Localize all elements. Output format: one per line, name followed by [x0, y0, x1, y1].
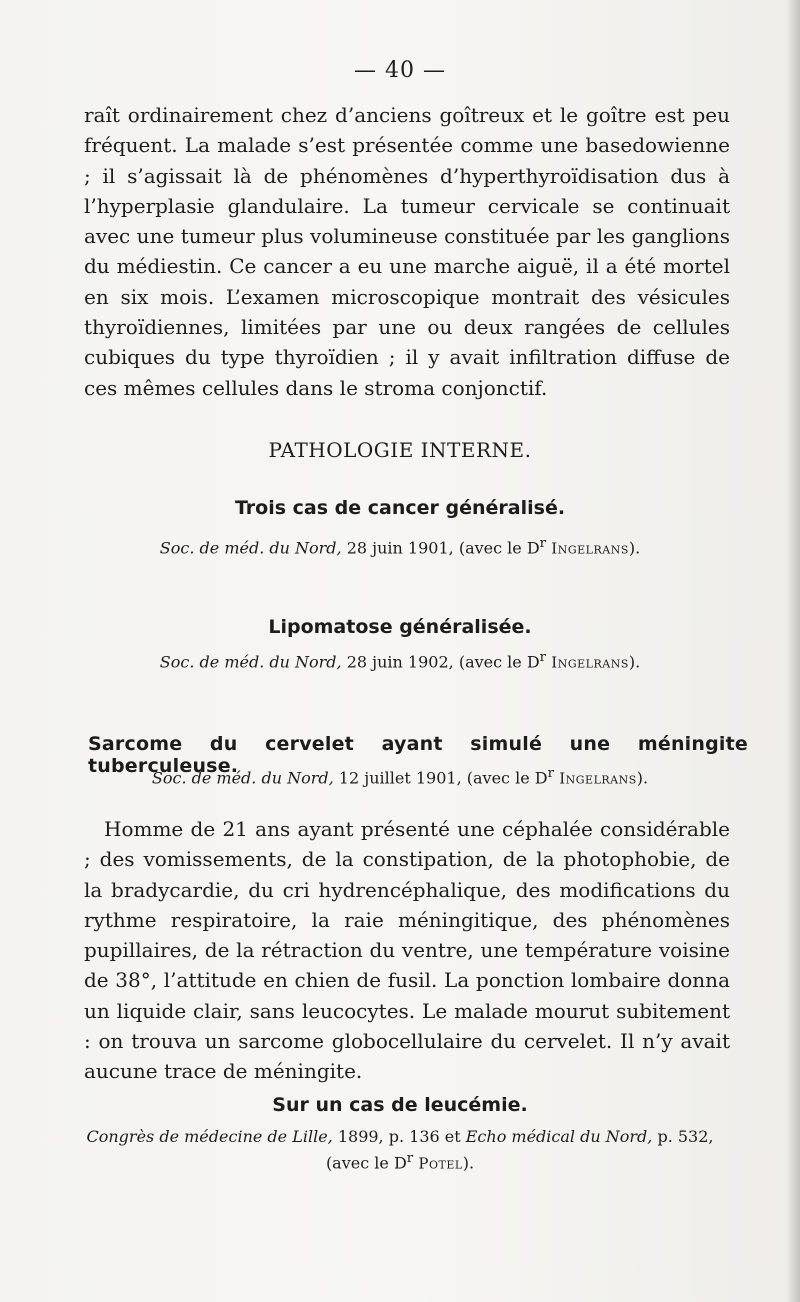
- entry-title-3: Sarcome du cervelet ayant simulé une méningite tuberculeuse.: [88, 733, 748, 777]
- citation-date: 28 juin 1901, (avec le D: [341, 538, 540, 558]
- citation-congress: Congrès de médecine de Lille,: [86, 1127, 333, 1146]
- citation-page: p. 532,: [652, 1127, 714, 1146]
- citation-sup: r: [539, 536, 547, 551]
- citation-with: (avec le D: [325, 1153, 407, 1173]
- citation-date: 28 juin 1902, (avec le D: [341, 652, 540, 672]
- citation-sup: r: [539, 650, 547, 665]
- paragraph-case: [84, 814, 730, 1087]
- citation-author: Ingelrans: [553, 769, 637, 788]
- citation-end: ).: [462, 1153, 475, 1173]
- paragraph-intro: raît ordinairement chez d’anciens goîtreux et le goître est peu fréquent. La malade s’est présentée comme une basedowienne ; il s’agissait là de phénomènes d’hyperthyroïdisation dus à l’hyperplasie glandulaire. La tumeur cervicale se continuait avec une tumeur plus volumineuse constituée par les ganglions du médiestin. Ce cancer a eu une marche aiguë, il a été mortel en six mois. L’examen microscopique montrait des vésicules thyroïdiennes, limitées par une ou deux rangées de cellules cubiques du type thyroïdien ; il y avait infiltration diffuse de ces mêmes cellules dans le stroma conjonctif.: [84, 103, 730, 400]
- entry-citation-4-line2: [0, 1151, 800, 1172]
- citation-end: ).: [628, 652, 641, 672]
- citation-end: ).: [636, 768, 649, 788]
- entry-title-4: Sur un cas de leucémie.: [272, 1094, 528, 1116]
- citation-author: Ingelrans: [546, 539, 629, 558]
- entry-title-2: Lipomatose généralisée.: [268, 616, 532, 638]
- citation-date: 12 juillet 1901, (avec le D: [333, 768, 548, 788]
- entry-title-1: Trois cas de cancer généralisé.: [234, 497, 566, 519]
- section-heading: PATHOLOGIE INTERNE.: [268, 438, 532, 462]
- entry-citation-4-line1: [0, 1127, 800, 1146]
- citation-journal: Echo médical du Nord,: [465, 1127, 653, 1146]
- citation-sup: r: [406, 1151, 414, 1166]
- citation-sup: r: [547, 766, 554, 781]
- entry-citation-3: [0, 766, 800, 787]
- citation-journal: Soc. de méd. du Nord,: [159, 652, 342, 672]
- entry-citation-1: [0, 536, 800, 557]
- citation-year: 1899, p. 136 et: [332, 1127, 466, 1146]
- citation-journal: Soc. de méd. du Nord,: [151, 768, 334, 788]
- paragraph-case-text: Homme de 21 ans ayant présenté une céphalée considérable ; des vomissements, de la constipation, de la photophobie, de la bradycardie, du cri hydrencéphalique, des modifications du rythme respiratoire, la raie méningitique, des phénomènes pupillaires, de la rétraction du ventre, une température voisine de 38°, l’attitude en chien de fusil. La ponction lombaire donna un liquide clair, sans leucocytes. Le malade mourut subitement : on trouva un sarcome globocellulaire du cervelet. Il n’y avait aucune trace de méningite.: [84, 817, 730, 1084]
- citation-author: Ingelrans: [546, 653, 629, 672]
- page-number: — 40 —: [354, 58, 446, 83]
- citation-author: Potel: [413, 1154, 463, 1173]
- citation-journal: Soc. de méd. du Nord,: [159, 538, 342, 558]
- citation-end: ).: [628, 538, 641, 558]
- entry-citation-2: [0, 650, 800, 671]
